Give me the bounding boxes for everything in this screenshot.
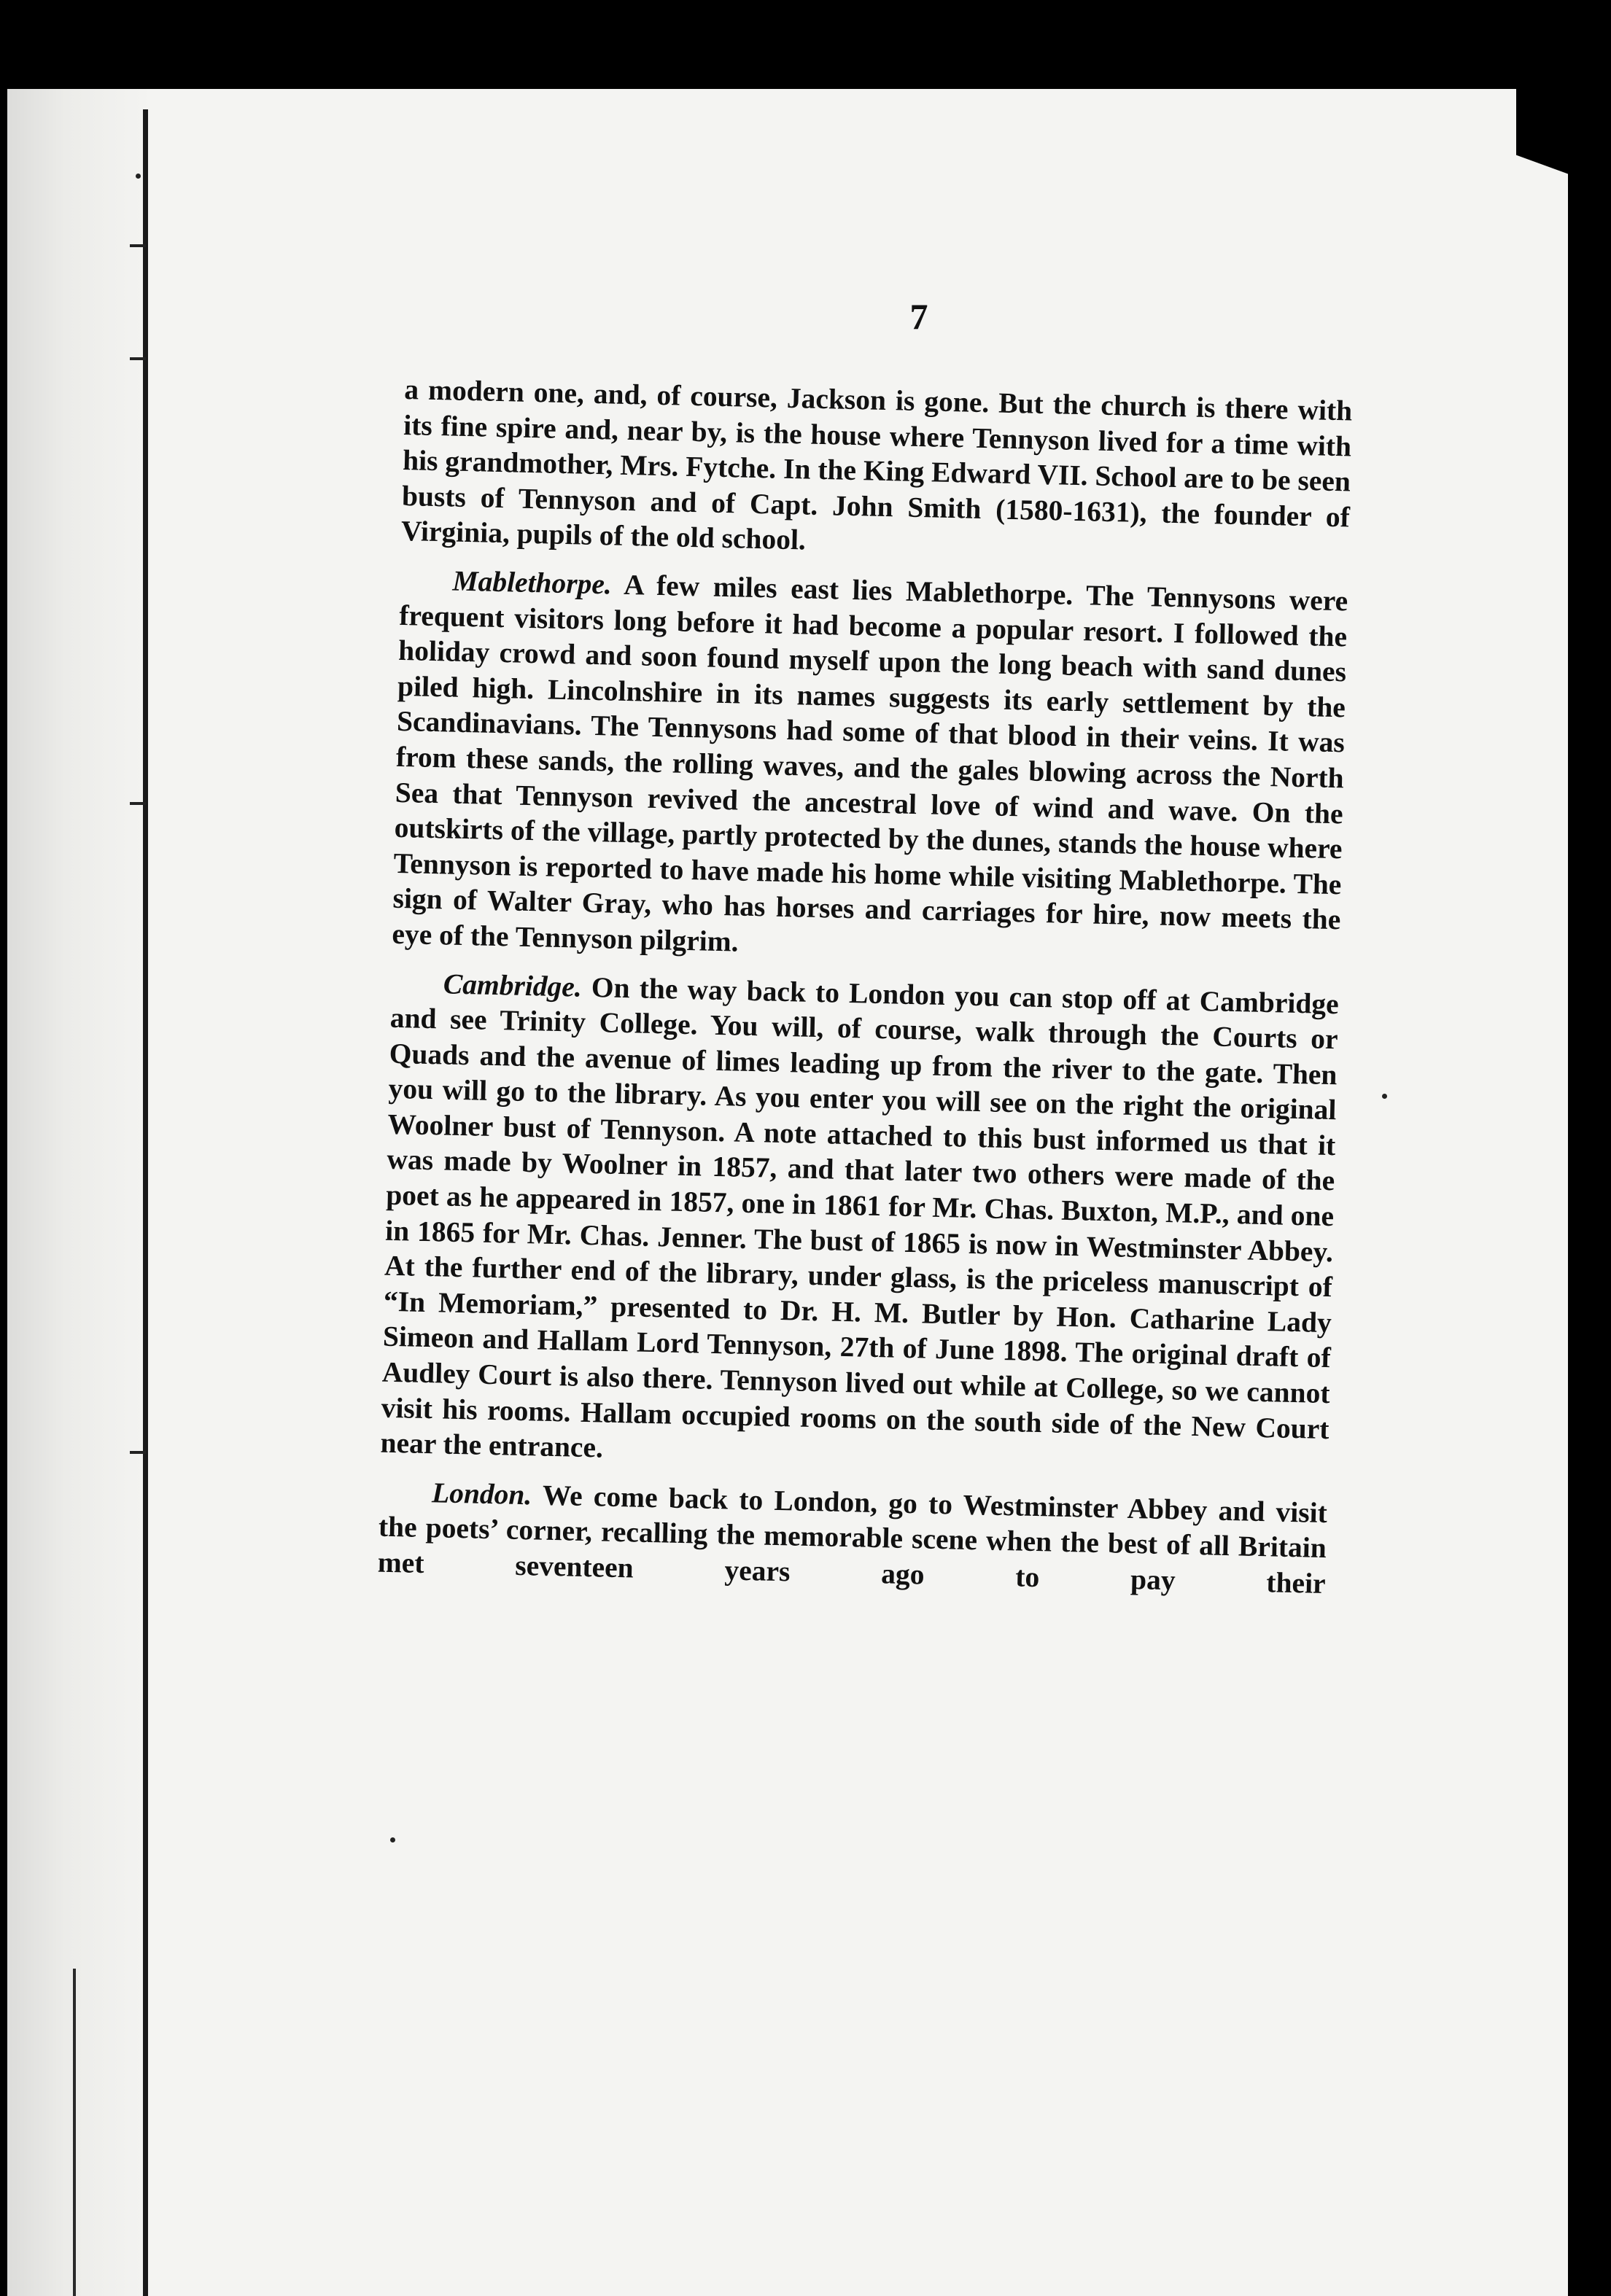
margin-tick — [130, 802, 146, 805]
paragraph-text: We come back to London, go to Westminster Abbey and visit the poets’ corner, recalling the memorable scene when the best of all Britain met seventeen years ago to pay their — [377, 1479, 1328, 1600]
margin-tick — [130, 244, 146, 247]
margin-tick — [130, 357, 146, 360]
binding-edge-lower — [73, 1969, 76, 2296]
margin-tick — [130, 1451, 146, 1454]
page-number: 7 — [909, 296, 928, 337]
paragraph-text: A few miles east lies Mablethorpe. The Tennysons were frequent visitors long before it had become a popular resort. I followed the holiday crowd and soon found myself upon the long beach with sand dunes piled high. Lincolnshire in its names suggests its early settlement by the Scandinavians. The Tennysons had some of that blood in their veins. It was from these sands, the rolling waves, and the gales blowing across the North Sea that Tennyson revived the ancestral love of wind and wave. On the outskirts of the village, partly protected by the dunes, stands the house where Tennyson is reported to have made his home while visiting Mablethorpe. The sign of Walter Gray, who has horses and carriages for hire, now meets the eye of the Tennyson pilgrim. — [392, 568, 1348, 958]
paragraph — [400, 372, 1352, 570]
paragraph-text: a modern one, and, of course, Jackson is gone. But the church is there with its fine spire and, near by, is the house where Tennyson lived for a time with his grandmother, Mrs. Fytche. In the King Edward VII. School are to be seen busts of Tennyson and of Capt. John Smith (1580-1631), the founder of Virginia, pupils of the old school. — [400, 373, 1353, 556]
binding-edge — [143, 109, 148, 2296]
paragraph-text: On the way back to London you can stop off at Cambridge and see Trinity College. You will, of course, walk through the Courts or Quads and the avenue of limes leading up from the river to the gate. Then you will go to the library. As you enter you will see on the right the original Woolner bust of Tennyson. A note attached to this bust informed us that it was made by Woolner in 1857, and that later two others were made of the poet as he appeared in 1857, one in 1861 for Mr. Chas. Buxton, M.P., and one in 1865 for Mr. Chas. Jenner. The bust of 1865 is now in Westminster Abbey. At the further end of the library, under glass, is the priceless manuscript of “In Memoriam,” presented to Dr. H. M. Butler by Hon. Catharine Lady Simeon and Hallam Lord Tennyson, 27th of June 1898. The original draft of Audley Court is also there. Tennyson lived out while at College, so we cannot visit his rooms. Hallam occupied rooms on the south side of the New Court near the entrance. — [380, 970, 1340, 1464]
paragraph-title: Mablethorpe. — [452, 564, 613, 601]
gutter-shadow — [7, 89, 153, 2296]
paragraph — [392, 562, 1348, 973]
scan-speck — [1382, 1094, 1387, 1099]
scan-speck — [136, 174, 141, 179]
paragraph-title: London. — [431, 1476, 532, 1511]
paragraph — [380, 965, 1339, 1482]
paragraph — [377, 1474, 1327, 1601]
paragraph-title: Cambridge. — [443, 967, 583, 1003]
body-text — [377, 372, 1353, 1615]
scan-speck — [390, 1837, 395, 1842]
